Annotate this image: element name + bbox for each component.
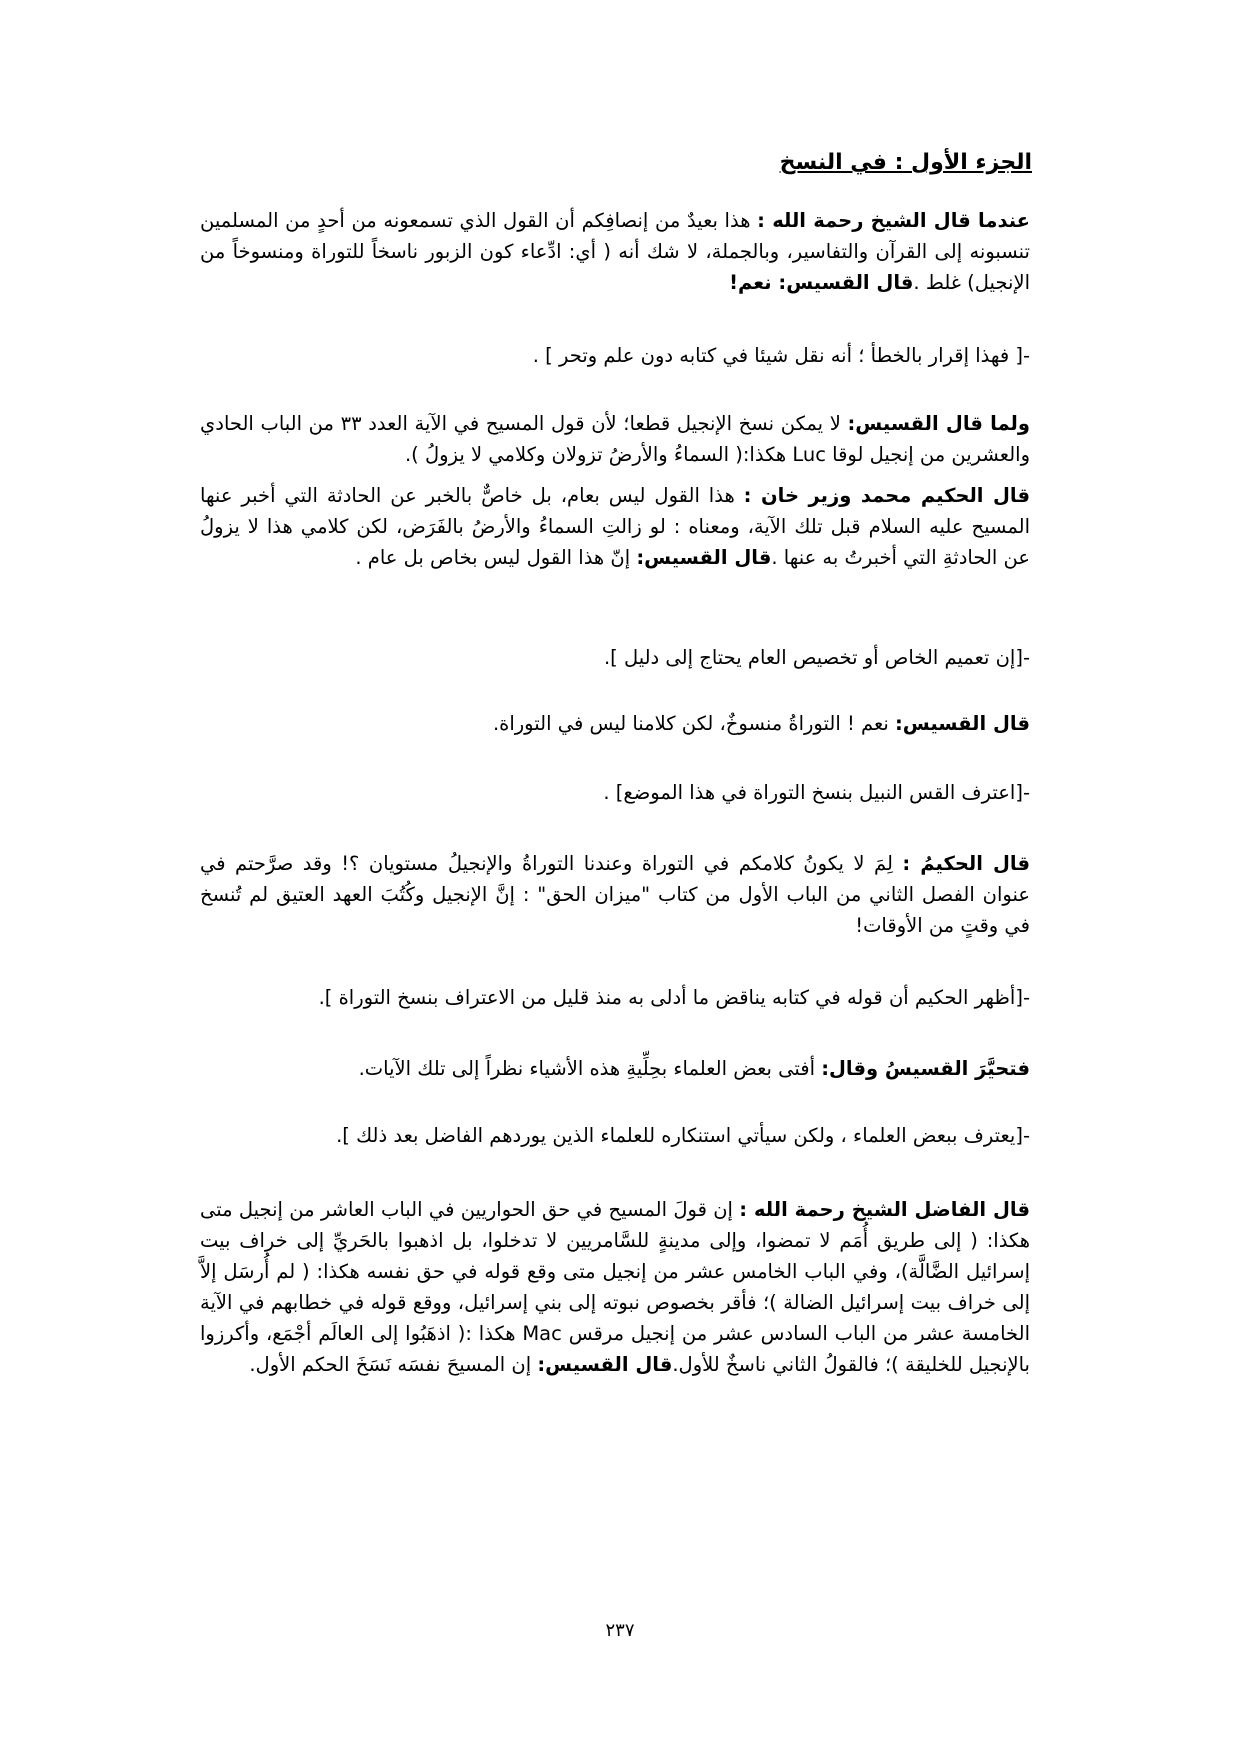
section-heading: الجزء الأول : في النسخ <box>779 150 1032 175</box>
speaker-label: عندما قال الشيخ رحمة الله : <box>757 209 1030 232</box>
commentary-note-3: -[اعترف القس النبيل بنسخ التوراة في هذا الموضع] . <box>603 781 1030 804</box>
paragraph-2 <box>200 408 1030 470</box>
paragraph-text: هذا بعيدٌ من إنصافِكم أن القول الذي تسمعونه من أحدٍ من المسلمين تنسبونه إلى القرآن والتفاسير، وبالجملة، لا شك أنه ( أي: ادِّعاء كون الزبور ناسخاً للتوراة ومنسوخاً من الإنجيل) غلط . <box>200 209 1030 294</box>
commentary-note-4: -[أظهر الحكيم أن قوله في كتابه يناقض ما أدلى به منذ قليل من الاعتراف بنسخ التوراة ]. <box>318 986 1030 1009</box>
paragraph-3 <box>200 480 1030 573</box>
paragraph-1 <box>200 205 1030 298</box>
paragraph-text: إن قولَ المسيح في حق الحواريين في الباب العاشر من إنجيل متى هكذا: ( إلى طريق أُمَم لا تمضوا، وإلى مدينةٍ للسَّامريين لا تدخلوا، بل اذهبوا بالحَريِّ إلى خراف بيت إسرائيل الضَّالَّة)، وفي الباب الخامس عشر من إنجيل متى وقع قوله في حق نفسه هكذا: ( لم أُرسَل إلاَّ إلى خراف بيت إسرائيل الضالة )؛ فأقر بخصوص نبوته إلى بني إسرائيل، ووقع قوله في خطابهم في الآية الخامسة عشر من الباب السادس عشر من إنجيل مرقس Mac هكذا :( اذهَبُوا إلى العالَم أجْمَع، وأكرزوا بالإنجيل للخليقة )؛ فالقولُ الثاني ناسخٌ للأول. <box>200 1198 1030 1376</box>
paragraph-text: أفتى بعض العلماء بحِلِّيةِ هذه الأشياء نظراً إلى تلك الآيات. <box>358 1057 822 1080</box>
paragraph-4 <box>200 708 1030 739</box>
commentary-note-2: -[إن تعميم الخاص أو تخصيص العام يحتاج إلى دليل ]. <box>603 646 1030 669</box>
commentary-note-5: -[يعترف ببعض العلماء ، ولكن سيأتي استنكاره للعلماء الذين يوردهم الفاضل بعد ذلك ]. <box>336 1124 1030 1147</box>
commentary-note-1: -[ فهذا إقرار بالخطأ ؛ أنه نقل شيئا في كتابه دون علم وتحر ] . <box>532 344 1030 367</box>
paragraph-text: هذا القول ليس بعام، بل خاصٌّ بالخبر عن الحادثة التي أخبر عنها المسيح عليه السلام قبل تلك الآية، ومعناه : لو زالتِ السماءُ والأرضُ بالفَرَض، لكن كلامي هذا لا يزولُ عن الحادثةِ التي أخبرتُ به عنها . <box>200 484 1030 569</box>
paragraph-7 <box>200 1194 1030 1380</box>
speaker-label: قال الحكيم محمد وزير خان : <box>743 484 1031 507</box>
speaker-label: قال الفاضل الشيخ رحمة الله : <box>739 1198 1030 1221</box>
speaker-label: ولما قال القسيس: <box>847 412 1031 435</box>
paragraph-text: لِمَ لا يكونُ كلامكم في التوراة وعندنا التوراةُ والإنجيلُ مستويان ؟! وقد صرَّحتم في عنوان الفصل الثاني من الباب الأول من كتاب "ميزان الحق" : إنَّ الإنجيل وكُتُبَ العهد العتيق لم تُنسخ في وقتٍ من الأوقات! <box>200 852 1030 937</box>
speaker-label: فتحيَّرَ القسيسُ وقال: <box>821 1057 1030 1080</box>
speaker-label: قال القسيس: <box>894 712 1030 735</box>
reply-speaker-label: قال القسيس: <box>537 1353 673 1376</box>
reply-speaker-label: قال القسيس: <box>636 546 772 569</box>
paragraph-6 <box>200 1053 1030 1084</box>
speaker-label: قال الحكيمُ : <box>902 852 1030 875</box>
paragraph-text: نعم ! التوراةُ منسوخٌ، لكن كلامنا ليس في التوراة. <box>492 712 895 735</box>
reply-text: إنّ هذا القول ليس بخاص بل عام . <box>355 546 637 569</box>
paragraph-5 <box>200 848 1030 941</box>
reply-speaker-label: قال القسيس: نعم! <box>729 271 914 294</box>
paragraph-text: لا يمكن نسخ الإنجيل قطعا؛ لأن قول المسيح في الآية العدد ٣٣ من الباب الحادي والعشرين من إنجيل لوقا Luc هكذا:( السماءُ والأرضُ تزولان وكلامي لا يزولُ ). <box>200 412 1030 466</box>
reply-text: إن المسيحَ نفسَه نَسَخَ الحكم الأول. <box>249 1353 538 1376</box>
page-number: ٢٣٧ <box>605 1620 635 1641</box>
